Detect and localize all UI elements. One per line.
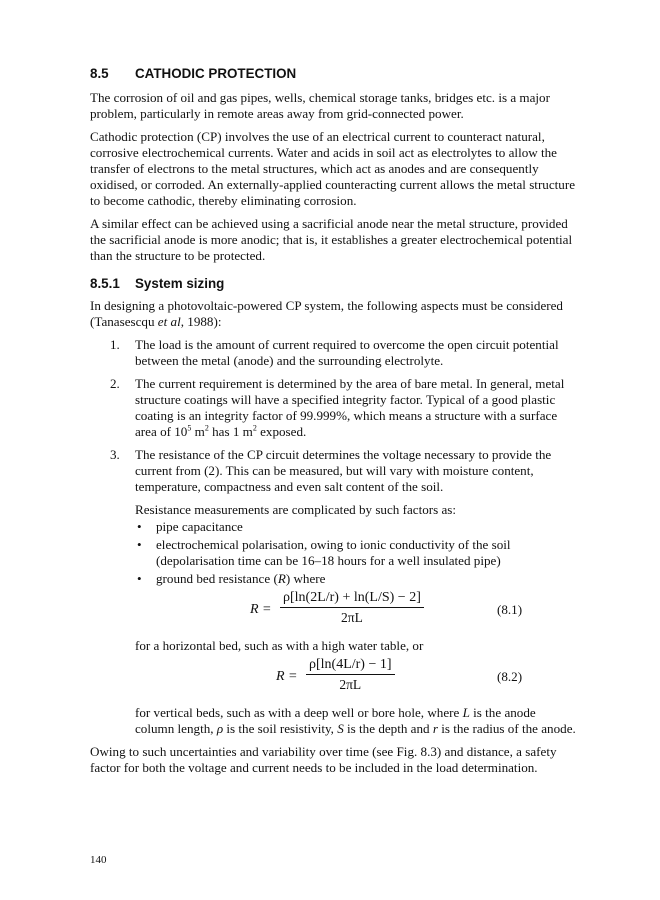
paragraph-safety-factor: Owing to such uncertainties and variability over time (see Fig. 8.3) and distance, a safety factor for both the voltage and current needs to be included in the load determination. <box>90 744 557 775</box>
section-title: CATHODIC PROTECTION <box>135 66 297 81</box>
equation-number: (8.1) <box>497 602 523 617</box>
bullet-item-pipe-capacitance <box>90 519 578 535</box>
subsection-number: 8.5.1 <box>90 276 120 291</box>
bullet-text: electrochemical polarisation, owing to ionic conductivity of the soil (depolarisation time can be 16–18 hours for a well insulated pipe) <box>156 537 511 568</box>
paragraph-corrosion: The corrosion of oil and gas pipes, wells, chemical storage tanks, bridges etc. is a major problem, particularly in remote areas away from grid-connected power. <box>90 90 550 121</box>
bullet-icon: • <box>137 519 142 534</box>
equation-lhs: R = <box>250 602 272 617</box>
paragraph-system-sizing-intro: In designing a photovoltaic-powered CP system, the following aspects must be considered (Tanasescqu et al, 1988): <box>90 298 563 329</box>
bullet-item-polarisation <box>90 537 578 569</box>
page-number: 140 <box>90 854 107 866</box>
paragraph-sacrificial-anode: A similar effect can be achieved using a sacrificial anode near the metal structure, provided the sacrificial anode is more anodic; that is, it establishes a greater electrochemical potential than the structure to be protected. <box>90 216 573 263</box>
equation-lhs: R = <box>276 669 298 684</box>
list-item-number: 2. <box>110 376 120 391</box>
equation-numerator: ρ[ln(4L/r) − 1] <box>306 657 395 675</box>
equation-numerator: ρ[ln(2L/r) + ln(L/S) − 2] <box>280 590 424 608</box>
bullet-item-ground-bed <box>90 571 578 587</box>
list-item-text: The resistance of the CP circuit determines the voltage necessary to provide the current from (2). This can be measured, but will vary with moisture content, temperature, compactness and even salt content of the soil. <box>135 447 552 494</box>
equation-fraction <box>280 590 424 626</box>
equation-8-2 <box>90 657 578 701</box>
section-number: 8.5 <box>90 66 109 81</box>
list-item-number: 1. <box>110 337 120 352</box>
list-item-resistance <box>90 447 578 518</box>
bullet-text: pipe capacitance <box>156 519 243 534</box>
paragraph-vertical-beds: for vertical beds, such as with a deep well or bore hole, where L is the anode column length, ρ is the soil resistivity, S is the depth and r is the radius of the anode. <box>135 705 576 736</box>
list-item-number: 3. <box>110 447 120 462</box>
subsection-title: System sizing <box>135 276 225 291</box>
page-body <box>90 66 578 783</box>
equation-number: (8.2) <box>497 669 523 684</box>
bullet-icon: • <box>137 537 142 552</box>
paragraph-cathodic-protection: Cathodic protection (CP) involves the use of an electrical current to counteract natural, corrosive electrochemical currents. Water and acids in soil act as electrolytes to allow the transfer of electrons to the metal structures, which act as anodes and are consequently oxidised, or corroded. An externally-applied counteracting current allows the metal structure to become cathodic, thereby eliminating corrosion. <box>90 129 576 208</box>
list-item-text: The current requirement is determined by the area of bare metal. In general, metal structure coatings will have a specified integrity factor. Typical of a good plastic coating is an integrity factor of 99.999%, which means a structure with a surface area of $10^5$ $m^2$ has 1 $m^2$ exposed. <box>135 376 565 439</box>
resistance-intro: Resistance measurements are complicated by such factors as: <box>135 502 457 517</box>
citation-et-al: et al <box>157 314 181 329</box>
paragraph-horizontal-bed: for a horizontal bed, such as with a high water table, or <box>135 638 424 653</box>
list-item-text: The load is the amount of current required to overcome the open circuit potential between the metal (anode) and the surrounding electrolyte. <box>135 337 559 368</box>
bullet-text: ground bed resistance (R) where <box>156 571 326 586</box>
subsection-heading <box>90 276 578 294</box>
equation-denominator: 2πL <box>341 610 363 625</box>
list-item-current-requirement <box>90 376 578 440</box>
equation-denominator: 2πL <box>339 677 362 692</box>
equation-fraction <box>306 657 395 693</box>
section-heading <box>90 66 578 84</box>
bullet-icon: • <box>137 571 142 586</box>
list-item-load <box>90 337 578 369</box>
equation-8-1 <box>90 590 578 634</box>
